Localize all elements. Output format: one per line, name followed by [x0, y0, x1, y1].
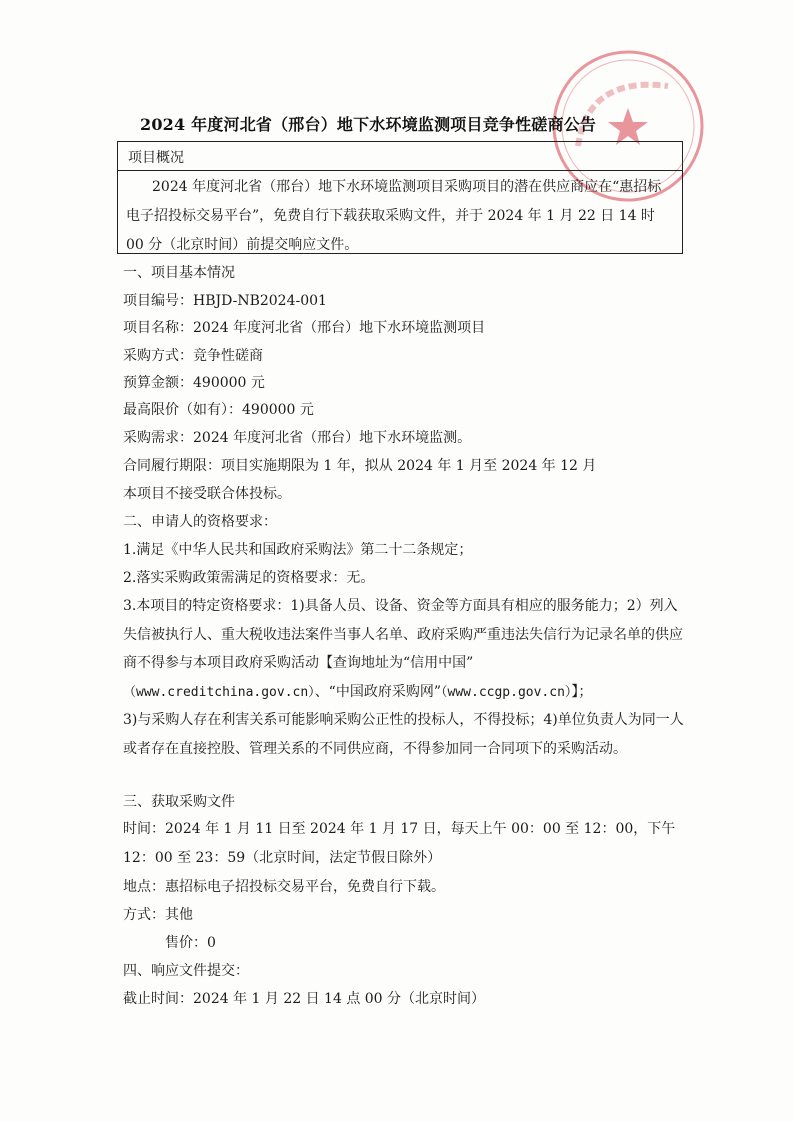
page-title: 2024 年度河北省（邢台）地下水环境监测项目竞争性磋商公告: [140, 115, 597, 134]
overview-text: 2024 年度河北省（邢台）地下水环境监测项目采购项目的潜在供应商应在“惠招标电子招投标交易平台”，免费自行下载获取采购文件，并于 2024 年 1 月 22 日 14 时 00 分（北京时间）前提交响应文件。: [126, 179, 662, 253]
creditchina-link[interactable]: （www.creditchina.gov.cn）: [123, 684, 315, 700]
procurement-demand: 采购需求：2024 年度河北省（邢台）地下水环境监测。: [123, 430, 472, 446]
budget-amount: 预算金额：490000 元: [123, 375, 265, 391]
procurement-method: 采购方式：竞争性磋商: [123, 348, 263, 364]
acquisition-way: 方式：其他: [123, 907, 193, 923]
section1-heading: 一、项目基本情况: [123, 265, 235, 281]
acquisition-place: 地点：惠招标电子招投标交易平台，免费自行下载。: [123, 879, 445, 895]
submission-deadline: 截止时间：2024 年 1 月 22 日 14 点 00 分（北京时间）: [123, 991, 486, 1007]
section4-heading: 四、响应文件提交：: [123, 963, 249, 979]
section3-heading: 三、获取采购文件: [123, 794, 235, 810]
overview-box: [117, 141, 683, 254]
max-price: 最高限价（如有）：490000 元: [123, 402, 314, 418]
qualification-item-3-continued: 3)与采购人存在利害关系可能影响采购公正性的投标人，不得投标；4)单位负责人为同一人或者存在直接控股、管理关系的不同供应商，不得参加同一合同项下的采购活动。: [123, 712, 684, 757]
qualification-item-3: [123, 592, 689, 707]
section2-heading: 二、申请人的资格要求：: [123, 514, 277, 530]
ccgp-label: 、“中国政府采购网”: [314, 683, 442, 700]
contract-period: 合同履行期限：项目实施期限为 1 年，拟从 2024 年 1 月至 2024 年 12 月: [123, 458, 597, 474]
project-number: 项目编号：HBJD-NB2024-001: [123, 293, 327, 309]
qualification-item-1: 1.满足《中华人民共和国政府采购法》第二十二条规定；: [123, 542, 473, 558]
document-price: 售价：0: [165, 935, 216, 951]
overview-divider: [118, 170, 682, 171]
ccgp-link[interactable]: （www.ccgp.gov.cn）: [441, 684, 572, 700]
consortium-note: 本项目不接受联合体投标。: [123, 486, 291, 502]
qualification-item-2: 2.落实采购政策需满足的资格要求：无。: [123, 570, 375, 586]
project-name: 项目名称：2024 年度河北省（邢台）地下水环境监测项目: [123, 320, 486, 336]
acquisition-time: 时间：2024 年 1 月 11 日至 2024 年 1 月 17 日，每天上午 00：00 至 12：00，下午 12：00 至 23：59（北京时间，法定节假日除外）: [123, 821, 676, 866]
overview-heading: 项目概况: [128, 150, 184, 166]
qualification-bracket-close: 】；: [571, 683, 593, 700]
qualification-item-3-text: 3.本项目的特定资格要求：1)具备人员、设备、资金等方面具有相应的服务能力；2）列入失信被执行人、重大税收违法案件当事人名单、政府采购严重违法失信行为记录名单的供应商不得参与本项目政府采购活动【查询地址为“信用中国”: [123, 598, 683, 672]
